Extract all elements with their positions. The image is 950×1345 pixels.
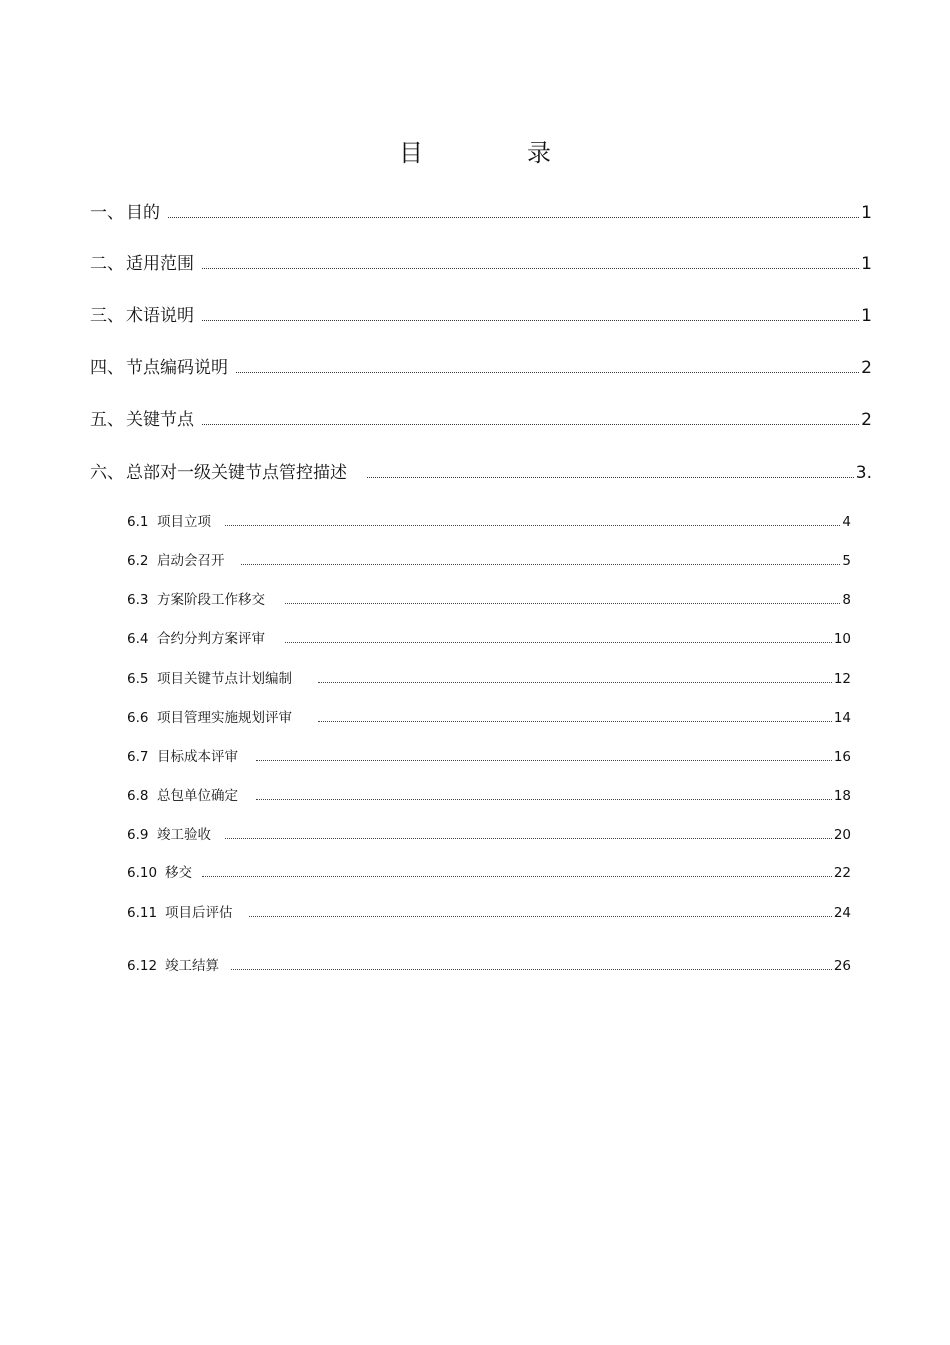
toc-subentry-6-4[interactable] — [127, 627, 851, 647]
toc-subentry-label: 项目关键节点计划编制 — [157, 671, 292, 687]
toc-subentry-number: 6.6 — [127, 710, 149, 726]
toc-subentry-number: 6.7 — [127, 749, 149, 765]
toc-subentry-label: 启动会召开 — [157, 553, 225, 569]
toc-subentry-page: 20 — [833, 827, 851, 843]
toc-entry-page: 1 — [861, 306, 872, 326]
dot-leader — [202, 424, 859, 425]
dot-leader — [202, 876, 832, 877]
dot-leader — [225, 838, 832, 839]
toc-entry-label: 适用范围 — [126, 254, 194, 274]
toc-subentry-number: 6.12 — [127, 958, 158, 974]
toc-subentry-6-11[interactable] — [127, 901, 851, 921]
toc-subentry-page: 10 — [833, 631, 851, 647]
toc-subentry-page: 16 — [833, 749, 851, 765]
toc-entry-page: 2 — [861, 358, 872, 378]
dot-leader — [367, 477, 854, 478]
toc-subentry-label: 项目立项 — [157, 514, 211, 530]
toc-subentry-label: 项目管理实施规划评审 — [157, 710, 292, 726]
toc-subentry-6-1[interactable] — [127, 510, 851, 530]
toc-subentry-number: 6.9 — [127, 827, 149, 843]
toc-subentry-6-10[interactable] — [127, 861, 851, 881]
dot-leader — [202, 320, 859, 321]
toc-entry-label: 总部对一级关键节点管控描述 — [126, 463, 347, 483]
toc-entry-3[interactable] — [90, 301, 872, 326]
dot-leader — [249, 916, 832, 917]
toc-subentry-page: 18 — [833, 788, 851, 804]
toc-entry-5[interactable] — [90, 405, 872, 430]
toc-entry-label: 关键节点 — [126, 410, 194, 430]
toc-entry-number: 二、 — [90, 254, 124, 274]
toc-subentry-number: 6.4 — [127, 631, 149, 647]
toc-entry-6[interactable] — [90, 458, 872, 483]
dot-leader — [318, 721, 832, 722]
dot-leader — [285, 642, 832, 643]
toc-entry-label: 术语说明 — [126, 306, 194, 326]
toc-entry-label: 目的 — [126, 203, 160, 223]
toc-subentry-page: 26 — [833, 958, 851, 974]
toc-subentry-number: 6.2 — [127, 553, 149, 569]
dot-leader — [202, 268, 859, 269]
dot-leader — [225, 525, 840, 526]
toc-subentry-label: 移交 — [165, 865, 192, 881]
toc-subentry-number: 6.5 — [127, 671, 149, 687]
toc-entry-number: 六、 — [90, 463, 124, 483]
dot-leader — [256, 799, 832, 800]
toc-entry-4[interactable] — [90, 353, 872, 378]
dot-leader — [256, 760, 832, 761]
toc-subentry-6-6[interactable] — [127, 706, 851, 726]
toc-entry-page: 1 — [861, 203, 872, 223]
dot-leader — [168, 217, 859, 218]
toc-subentry-page: 24 — [833, 905, 851, 921]
toc-entry-page: 3. — [855, 463, 872, 483]
toc-subentry-label: 目标成本评审 — [157, 749, 238, 765]
toc-subentry-label: 竣工结算 — [165, 958, 219, 974]
toc-entry-1[interactable] — [90, 198, 872, 223]
toc-subentry-6-5[interactable] — [127, 667, 851, 687]
toc-entry-number: 五、 — [90, 410, 124, 430]
toc-subentry-label: 合约分判方案评审 — [157, 631, 265, 647]
toc-subentry-6-7[interactable] — [127, 745, 851, 765]
toc-entry-label: 节点编码说明 — [126, 358, 228, 378]
toc-subentry-number: 6.11 — [127, 905, 158, 921]
dot-leader — [236, 372, 859, 373]
toc-entry-2[interactable] — [90, 249, 872, 274]
toc-entry-number: 一、 — [90, 203, 124, 223]
toc-subentry-6-9[interactable] — [127, 823, 851, 843]
toc-subentry-page: 5 — [842, 553, 851, 569]
toc-subentry-6-12[interactable] — [127, 954, 851, 974]
toc-entry-page: 1 — [861, 254, 872, 274]
toc-entry-number: 三、 — [90, 306, 124, 326]
toc-subentry-number: 6.10 — [127, 865, 158, 881]
toc-entry-page: 2 — [861, 410, 872, 430]
toc-subentry-6-2[interactable] — [127, 549, 851, 569]
toc-subentry-page: 8 — [842, 592, 851, 608]
toc-subentry-page: 4 — [842, 514, 851, 530]
dot-leader — [285, 603, 840, 604]
toc-subentry-number: 6.8 — [127, 788, 149, 804]
toc-subentry-number: 6.3 — [127, 592, 149, 608]
toc-entry-number: 四、 — [90, 358, 124, 378]
toc-subentry-page: 12 — [833, 671, 851, 687]
dot-leader — [318, 682, 832, 683]
toc-subentry-6-8[interactable] — [127, 784, 851, 804]
toc-subentry-number: 6.1 — [127, 514, 149, 530]
toc-subentry-page: 14 — [833, 710, 851, 726]
dot-leader — [241, 564, 841, 565]
toc-subentry-label: 项目后评估 — [165, 905, 233, 921]
toc-subentry-label: 方案阶段工作移交 — [157, 592, 265, 608]
toc-subentry-label: 竣工验收 — [157, 827, 211, 843]
toc-subentry-label: 总包单位确定 — [157, 788, 238, 804]
toc-title: 目 录 — [399, 139, 591, 167]
toc-subentry-6-3[interactable] — [127, 588, 851, 608]
dot-leader — [231, 969, 832, 970]
toc-subentry-page: 22 — [833, 865, 851, 881]
